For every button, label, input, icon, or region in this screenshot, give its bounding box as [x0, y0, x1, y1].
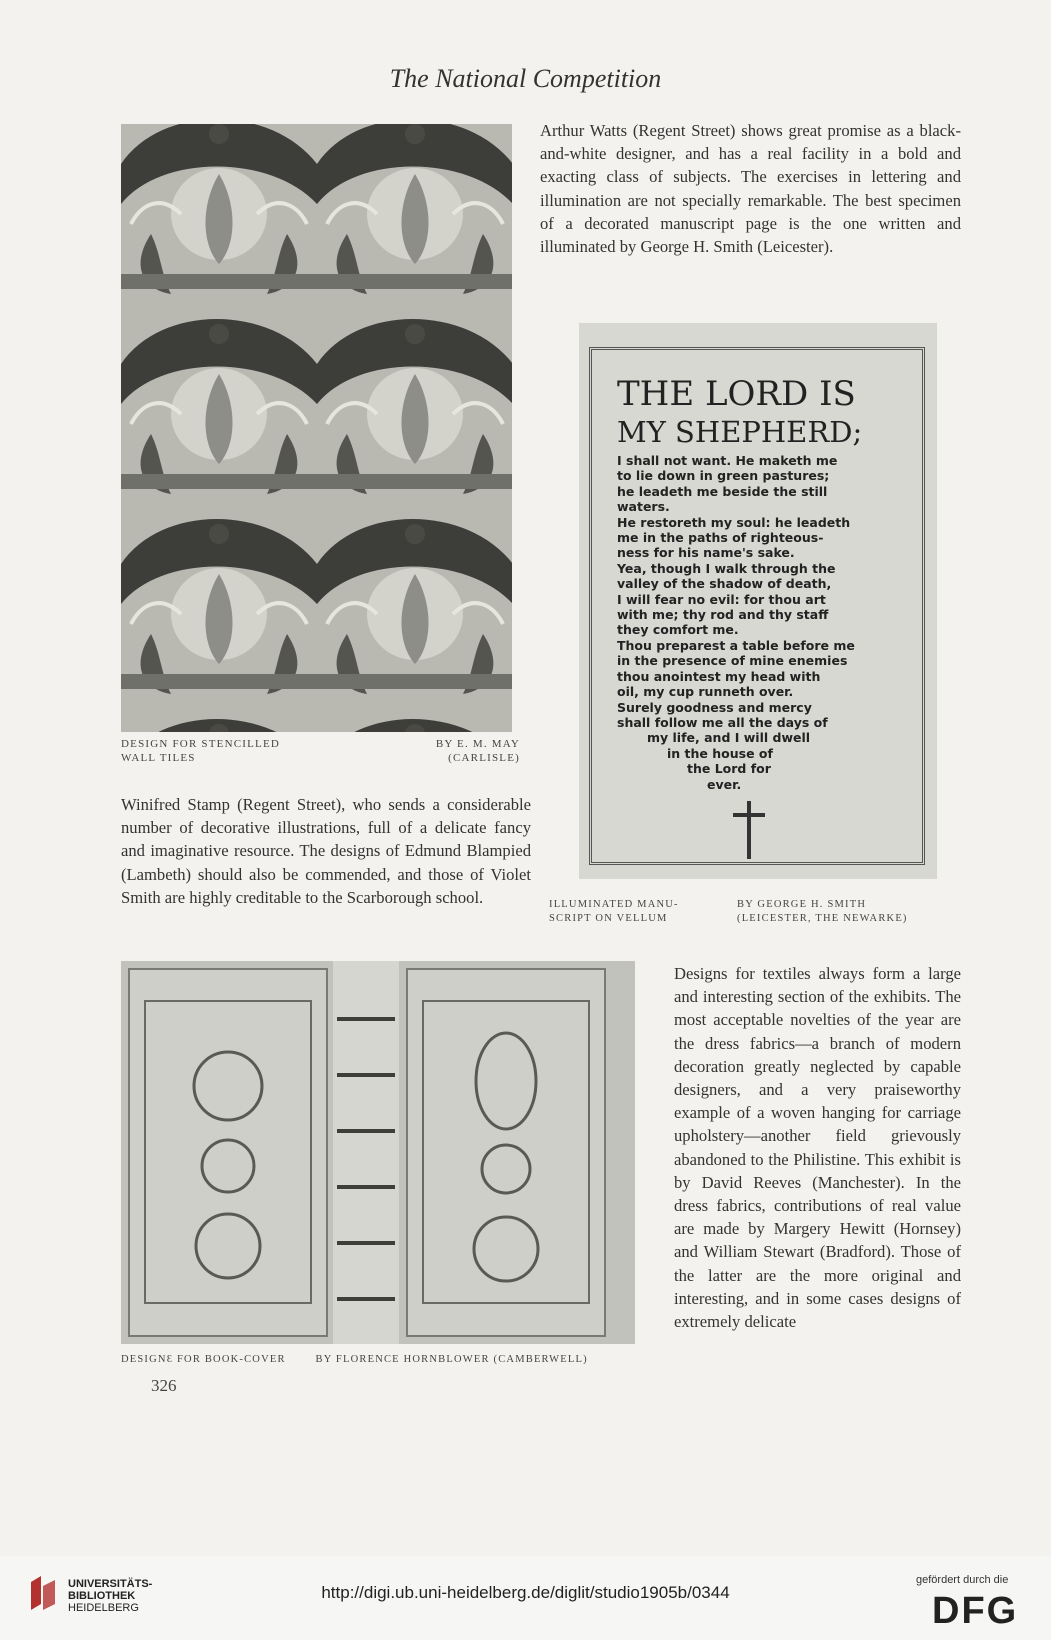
paragraph-winifred-stamp: Winifred Stamp (Regent Street), who sends a considerable number of decorative illustrations, full of a delicate fancy and imaginative resource. The designs of Edmund Blampied (Lambeth) should also be commended, and those of Violet Smith are highly creditable to the Scarborough school. — [121, 795, 531, 907]
manuscript-line: Thou preparest a table before me — [617, 637, 855, 653]
book-cover-image — [121, 961, 635, 1344]
library-name-line: BIBLIOTHEK — [68, 1590, 136, 1602]
manuscript-line: Surely goodness and mercy — [617, 699, 812, 715]
manuscript-text — [617, 453, 917, 792]
caption-line: WALL TILES — [121, 752, 196, 764]
manuscript-line: he leadeth me beside the still — [617, 483, 828, 499]
manuscript-title-line: MY SHEPHERD; — [617, 415, 863, 449]
caption-credit: BY FLORENCE HORNBLOWER (CAMBERWELL) — [315, 1354, 588, 1365]
paragraph-arthur-watts: Arthur Watts (Regent Street) shows great promise as a black-and-white designer, and has a real facility in a bold and exacting class of subjects. The exercises in lettering and illumination are not specially remarkable. The best specimen of a decorated manuscript page is the one written and illuminated by George H. Smith (Leicester). — [540, 121, 961, 257]
caption-line: BY GEORGE H. SMITH — [737, 899, 867, 910]
manuscript-line: waters. — [617, 499, 670, 515]
stencil-pattern-graphic — [121, 124, 512, 732]
running-title: The National Competition — [389, 64, 662, 93]
library-name-line: HEIDELBERG — [68, 1602, 139, 1614]
page-number: 326 — [151, 1376, 177, 1395]
manuscript-line: my life, and I will dwell — [647, 730, 811, 746]
manuscript-line: shall follow me all the days of — [617, 714, 828, 730]
manuscript-line: the Lord for — [687, 761, 771, 777]
manuscript-line: ness for his name's sake. — [617, 545, 795, 561]
manuscript-line: oil, my cup runneth over. — [617, 684, 794, 700]
wall-tiles-caption-title — [121, 737, 321, 765]
paragraph-textiles: Designs for textiles always form a large and interesting section of the exhibits. The most acceptable novelties of the year are the dress fabrics—a branch of modern decoration greatly neglected by capable designers, and a very praiseworthy example of a woven hanging for carriage upholstery—another field grievously abandoned to the Philistine. This exhibit is by David Reeves (Manchester). In the dress fabrics, contributions of real value are made by Margery Hewitt (Hornsey) and William Stewart (Bradford). Those of the latter are the more original and interesting, and in some cases designs of extremely delicate — [674, 964, 961, 1332]
dfg-logo: DFG — [932, 1590, 1019, 1632]
source-url[interactable]: http://digi.ub.uni-heidelberg.de/diglit/studio1905b/0344 — [321, 1583, 730, 1602]
manuscript-line: I will fear no evil: for thou art — [617, 591, 826, 607]
manuscript-image — [579, 323, 937, 879]
caption-line: (LEICESTER, THE NEWARKE) — [737, 913, 908, 924]
manuscript-line: thou anointest my head with — [617, 668, 821, 684]
caption-title-rest: FOR BOOK-COVER — [177, 1354, 286, 1365]
cross-icon — [729, 801, 769, 861]
caption-line: ILLUMINATED MANU- — [549, 899, 679, 910]
manuscript-title-line: THE LORD IS — [617, 374, 856, 414]
manuscript-line: ever. — [707, 776, 742, 792]
manuscript-line: to lie down in green pastures; — [617, 468, 830, 484]
caption-line: (CARLISLE) — [448, 752, 520, 764]
book-cover-graphic — [121, 961, 635, 1344]
caption-line: DESIGN FOR STENCILLED — [121, 738, 281, 750]
manuscript-title — [617, 375, 917, 451]
manuscript-caption-credit — [737, 898, 947, 926]
manuscript-line: me in the paths of righteous- — [617, 530, 824, 546]
manuscript-line: valley of the shadow of death, — [617, 576, 832, 592]
manuscript-caption-title — [549, 898, 719, 926]
caption-line: BY E. M. MAY — [435, 738, 520, 750]
book-cover-caption — [121, 1353, 641, 1367]
manuscript-line: in the house of — [667, 745, 773, 761]
caption-line: SCRIPT ON VELLUM — [549, 913, 668, 924]
wall-tiles-image — [121, 124, 512, 732]
funding-label: gefördert durch die — [916, 1574, 1009, 1586]
manuscript-line: He restoreth my soul: he leadeth — [617, 514, 851, 530]
wall-tiles-caption-credit — [400, 737, 520, 765]
caption-mark: Ɛ — [166, 1354, 174, 1365]
manuscript-line: Yea, though I walk through the — [617, 560, 836, 576]
manuscript-line: in the presence of mine enemies — [617, 653, 848, 669]
caption-title: DESIGN — [121, 1354, 167, 1365]
manuscript-line: they comfort me. — [617, 622, 739, 638]
library-name-line: UNIVERSITÄTS- — [68, 1578, 153, 1590]
manuscript-line: with me; thy rod and thy staff — [617, 607, 829, 623]
manuscript-line: I shall not want. He maketh me — [617, 453, 838, 468]
